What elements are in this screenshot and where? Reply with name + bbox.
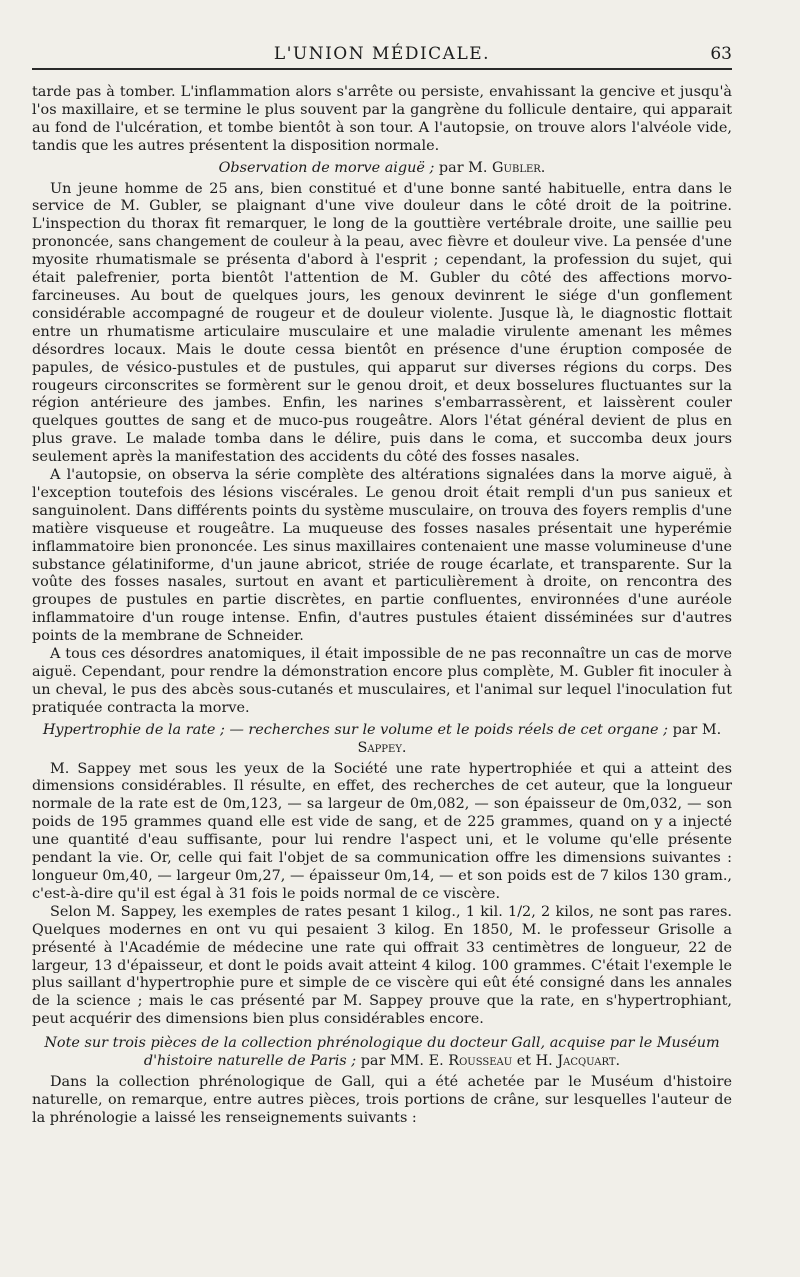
- section-and: et H.: [516, 1053, 553, 1070]
- running-head: [32, 40, 732, 70]
- body-text: [32, 84, 732, 1128]
- section-title: Hypertrophie de la rate ; — recherches sur le volume et le poids réels de cet organe ;: [42, 721, 669, 738]
- section-heading-morve: [32, 160, 732, 178]
- section-heading-gall: [32, 1035, 732, 1071]
- page-number: 63: [710, 44, 732, 64]
- paragraph: M. Sappey met sous les yeux de la Société une rate hypertrophiée et qui a atteint des dimensions considérables. Il résulte, en effet, des recherches de cet auteur, que la longueur normale de la rate est de 0m,123, — sa largeur de 0m,082, — son épaisseur de 0m,032, — son poids de 195 grammes quand elle est vide de sang, et de 225 grammes, quand on y a injecté une quantité d'eau suffisante, pour lui rendre l'aspect uni, et le volume qu'elle présente pendant la vie. Or, celle qui fait l'objet de sa communication offre les dimensions suivantes : longueur 0m,40, — largeur 0m,27, — épaisseur 0m,14, — et son poids est de 7 kilos 130 gram., c'est-à-dire qu'il est égal à 31 fois le poids normal de ce viscère.: [32, 760, 732, 902]
- section-author-2: Jacquart.: [557, 1053, 621, 1070]
- section-heading-rate: [32, 722, 732, 758]
- section-by: par M.: [438, 159, 488, 176]
- running-title: L'UNION MÉDICALE.: [273, 44, 491, 64]
- paragraph: A l'autopsie, on observa la série complète des altérations signalées dans la morve aiguë, à l'exception toutefois des lésions viscérales. Le genou droit était rempli d'un pus sanieux et sanguinolent. Dans différents points du système musculaire, on trouva des foyers remplis d'une matière visqueuse et rougeâtre. La muqueuse des fosses nasales présentait une hyperémie inflammatoire bien prononcée. Les sinus maxillaires contenaient une masse volumineuse d'une substance gélatiniforme, d'un jaune abricot, striée de rouge écarlate, et transparente. Sur la voûte des fosses nasales, surtout en avant et particulièrement à droite, on rencontra des groupes de pustules en partie discrètes, en partie confluentes, environnées d'une auréole inflammatoire d'un rouge intense. Enfin, d'autres pustules étaient disséminées sur d'autres points de la membrane de Schneider.: [32, 467, 732, 645]
- paragraph: Selon M. Sappey, les exemples de rates pesant 1 kilog., 1 kil. 1/2, 2 kilos, ne sont pas rares. Quelques modernes en ont vu qui pesaient 3 kilog. En 1850, M. le professeur Grisolle a présenté à l'Académie de médecine une rate qui offrait 33 centimètres de longueur, 22 de largeur, 13 d'épaisseur, et dont le poids avait atteint 4 kilog. 100 grammes. C'était l'exemple le plus saillant d'hypertrophie pure et simple de ce viscère qui eût été consigné dans les annales de la science ; mais le cas présenté par M. Sappey prouve que la rate, en s'hypertrophiant, peut acquérir des dimensions bien plus considérables encore.: [32, 903, 732, 1028]
- section-author: M. Sappey.: [357, 721, 722, 756]
- intro-paragraph: tarde pas à tomber. L'inflammation alors s'arrête ou persiste, envahissant la gencive et jusqu'à l'os maxillaire, et se termine le plus souvent par la gangrène du follicule dentaire, qui apparait au fond de l'ulcération, et tombe bientôt à son tour. A l'autopsie, on trouve alors l'alvéole vide, tandis que les autres présentent la disposition normale.: [32, 84, 732, 154]
- section-by: par MM. E.: [360, 1053, 444, 1070]
- page: [32, 40, 732, 1128]
- section-title: Observation de morve aiguë ;: [218, 159, 435, 176]
- paragraph: Dans la collection phrénologique de Gall, qui a été achetée par le Muséum d'histoire naturelle, on remarque, entre autres pièces, trois portions de crâne, sur lesquelles l'auteur de la phrénologie a laissé les renseignements suivants :: [32, 1073, 732, 1126]
- section-author: Gubler.: [492, 159, 546, 176]
- section-title-line1: Note sur trois pièces de la collection phrénologique du docteur Gall, acquise par le Muséum: [44, 1035, 720, 1052]
- section-author-1: Rousseau: [448, 1053, 513, 1070]
- section-title-line2: d'histoire naturelle de Paris ;: [143, 1053, 357, 1070]
- paragraph: Un jeune homme de 25 ans, bien constitué et d'une bonne santé habituelle, entra dans le service de M. Gubler, se plaignant d'une vive douleur dans le côté droit de la poitrine. L'inspection du thorax fit remarquer, le long de la gouttière vertébrale droite, une saillie peu prononcée, sans changement de couleur à la peau, avec fièvre et douleur vive. La pensée d'une myosite rhumatismale se présenta d'abord à l'esprit ; cependant, la profession du sujet, qui était palefrenier, porta bientôt l'attention de M. Gubler du côté des affections morvo-farcineuses. Au bout de quelques jours, les genoux devinrent le siége d'un gonflement considérable accompagné de rougeur et de douleur violente. Jusque là, le diagnostic flottait entre un rhumatisme articulaire musculaire et une maladie virulente amenant les mêmes désordres locaux. Mais le doute cessa bientôt en présence d'une éruption composée de papules, de vésico-pustules et de pustules, qui apparut sur diverses régions du corps. Des rougeurs circonscrites se formèrent sur le genou droit, et deux bosselures fluctuantes sur la région antérieure des jambes. Enfin, les narines s'embarrassèrent, et laissèrent couler quelques gouttes de sang et de muco-pus rougeâtre. Alors l'état général devient de plus en plus grave. Le malade tomba dans le délire, puis dans le coma, et succomba deux jours seulement après la manifestation des accidents du côté des fosses nasales.: [32, 180, 732, 466]
- section-by: par: [672, 721, 698, 738]
- paragraph: A tous ces désordres anatomiques, il était impossible de ne pas reconnaître un cas de morve aiguë. Cependant, pour rendre la démonstration encore plus complète, M. Gubler fit inoculer à un cheval, le pus des abcès sous-cutanés et musculaires, et l'animal sur lequel l'inoculation fut pratiquée contracta la morve.: [32, 646, 732, 716]
